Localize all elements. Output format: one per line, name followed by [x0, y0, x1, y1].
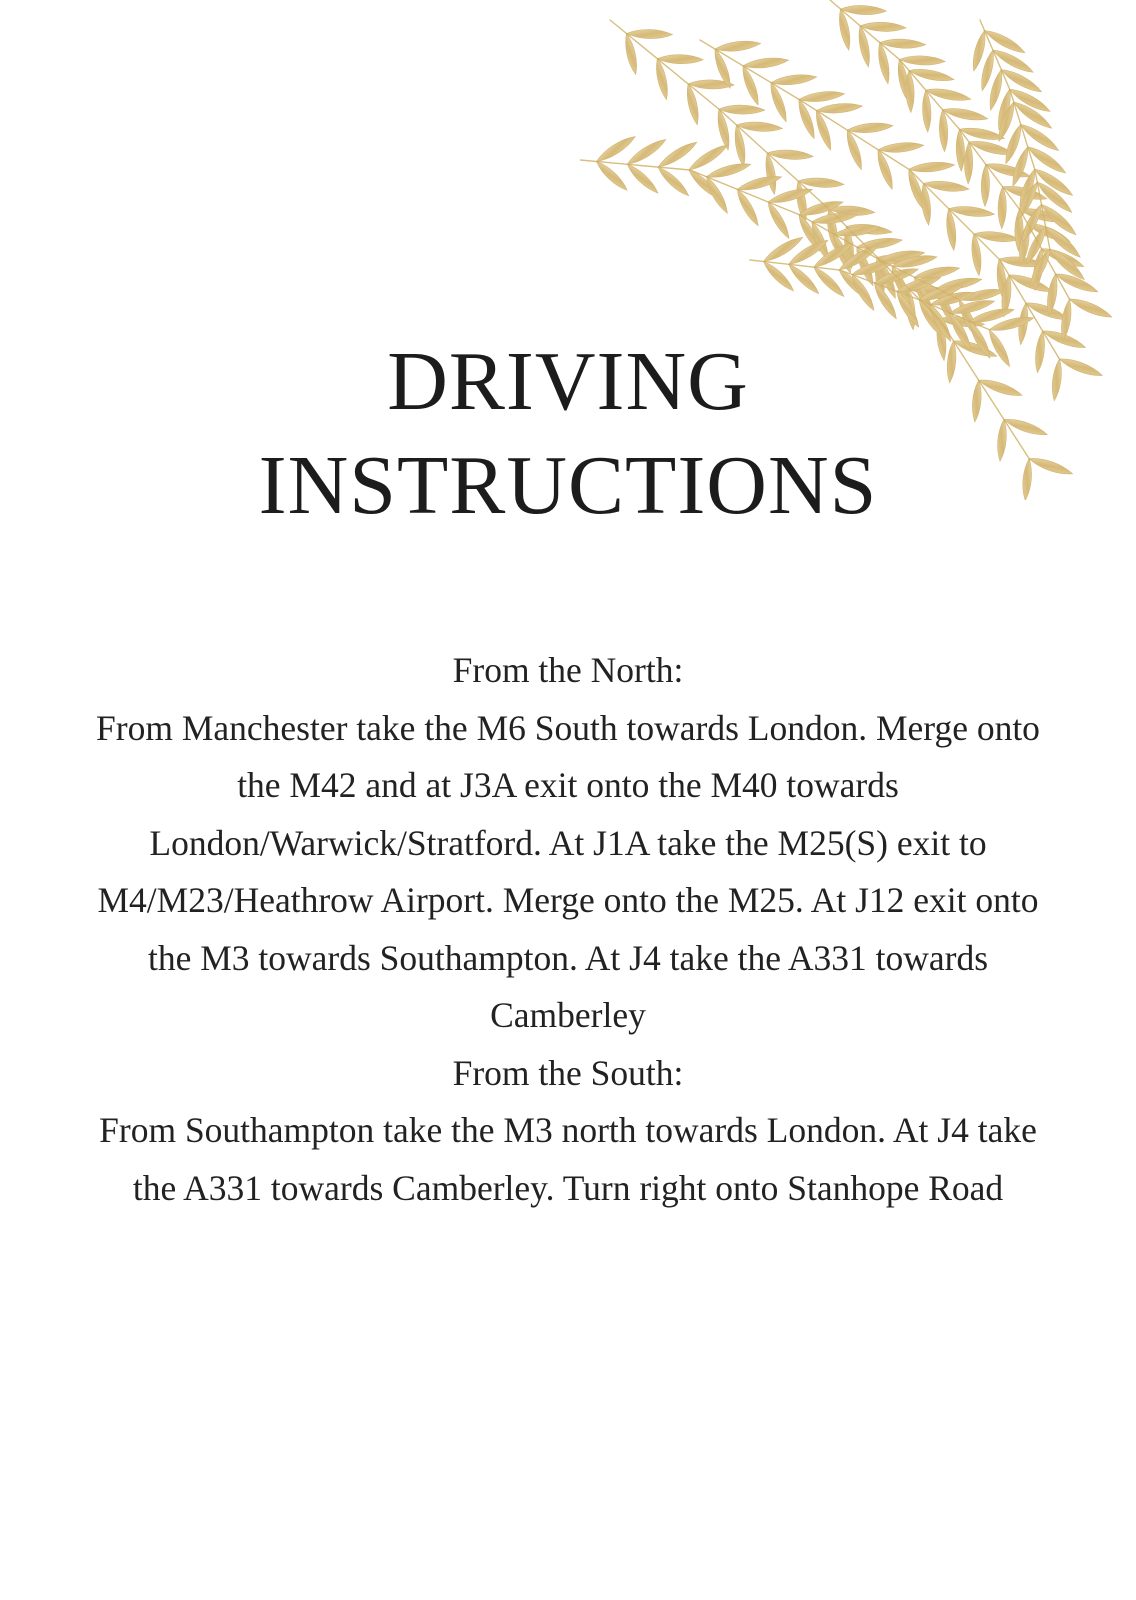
directions-body	[90, 642, 1046, 1217]
foliage-leaf	[981, 164, 990, 206]
foliage-leaf	[964, 142, 973, 184]
title-line-1: DRIVING	[387, 335, 749, 428]
foliage-leaf	[705, 160, 752, 181]
foliage-leaf	[653, 58, 670, 101]
foliage-leaf	[899, 55, 945, 66]
foliage-leaf	[878, 141, 925, 154]
foliage-leaf	[970, 233, 983, 276]
foliage-leaf	[925, 86, 972, 104]
foliage-leaf	[908, 160, 955, 173]
foliage-leaf	[763, 152, 778, 195]
section-heading-north: From the North:	[452, 650, 684, 690]
foliage-leaf	[856, 236, 903, 252]
foliage-leaf	[622, 33, 639, 76]
foliage-leaf	[816, 102, 863, 115]
foliage-leaf	[973, 229, 1020, 244]
foliage-leaf	[1068, 295, 1114, 321]
foliage-leaf	[657, 54, 703, 64]
foliage-leaf	[626, 29, 672, 39]
section-heading-south: From the South:	[452, 1052, 684, 1093]
foliage-leaf	[798, 89, 845, 104]
foliage-leaf	[714, 39, 761, 54]
foliage-leaf	[923, 179, 970, 194]
foliage-leaf	[742, 56, 789, 71]
foliage-leaf	[719, 105, 765, 115]
title-line-2: INSTRUCTIONS	[258, 439, 878, 532]
section-paragraph-north: From Manchester take the M6 South towards London. Merge onto the M42 and at J3A exit onto the M40 towards London/Warwick/Stratford. At J1A take the M25(S) exit to M4/M23/Heathrow Airport. Merge onto the M25. At J12 exit onto the M3 towards Southampton. At J4 take the A331 towards Camberley	[96, 707, 1040, 1035]
foliage-leaf	[684, 83, 701, 126]
foliage-leaf	[998, 187, 1007, 229]
foliage-leaf	[770, 72, 817, 87]
foliage-leaf	[876, 42, 892, 85]
foliage-leaf	[856, 25, 872, 68]
foliage-leaf	[715, 108, 732, 151]
foliage-leaf	[959, 125, 1006, 143]
foliage-leaf	[942, 105, 989, 123]
page-title	[0, 330, 1136, 538]
foliage-leaf	[945, 208, 958, 251]
foliage-leaf	[847, 121, 894, 134]
foliage-leaf	[836, 8, 852, 51]
foliage-leaf	[948, 204, 995, 219]
foliage-leaf	[908, 66, 955, 84]
foliage-leaf	[732, 124, 747, 167]
section-paragraph-south: From Southampton take the M3 north towards London. At J4 take the A331 towards Camberley. Turn right onto Stanhope Road	[99, 1110, 1037, 1208]
